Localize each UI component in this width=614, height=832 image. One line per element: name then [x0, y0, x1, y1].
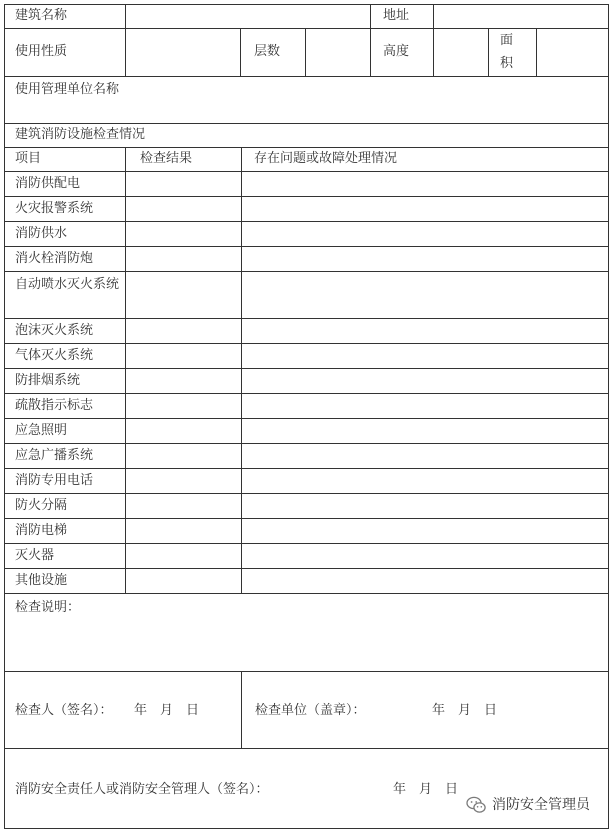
- area-label-line-1: 面: [500, 33, 514, 48]
- grid-line: [608, 4, 609, 829]
- grid-line: [241, 147, 242, 594]
- grid-line: [240, 28, 241, 77]
- grid-line: [4, 147, 609, 148]
- building-name-value[interactable]: [126, 4, 370, 28]
- watermark-text: 消防安全管理员: [492, 797, 590, 813]
- item-label: 应急照明: [15, 423, 68, 438]
- grid-line: [488, 28, 489, 77]
- item-label: 消防电梯: [15, 523, 68, 538]
- grid-line: [4, 368, 609, 369]
- grid-line: [4, 671, 609, 672]
- grid-line: [4, 593, 609, 594]
- grid-line: [4, 568, 609, 569]
- grid-line: [4, 828, 609, 829]
- item-label: 消防供水: [15, 226, 68, 241]
- responsible-person-date: 年 月 日: [393, 782, 459, 797]
- column-header-result: 检查结果: [140, 151, 193, 166]
- grid-line: [4, 493, 609, 494]
- grid-line: [125, 147, 126, 594]
- item-label: 灭火器: [15, 548, 55, 563]
- address-label: 地址: [383, 8, 410, 23]
- item-label: 防火分隔: [15, 498, 68, 513]
- inspector-signature-label: 检查人（签名）：: [15, 703, 113, 718]
- grid-line: [4, 393, 609, 394]
- item-label: 气体灭火系统: [15, 348, 94, 363]
- grid-line: [4, 748, 609, 749]
- grid-line: [4, 543, 609, 544]
- grid-line: [4, 221, 609, 222]
- grid-line: [241, 671, 242, 749]
- grid-line: [4, 443, 609, 444]
- grid-line: [4, 196, 609, 197]
- inspection-unit-label: 检查单位（盖章）：: [255, 703, 366, 718]
- item-label: 自动喷水灭火系统: [15, 277, 120, 292]
- grid-line: [305, 28, 306, 77]
- inspection-unit-date: 年 月 日: [432, 703, 498, 718]
- item-label: 疏散指示标志: [15, 398, 94, 413]
- column-header-issues: 存在问题或故障处理情况: [254, 151, 398, 166]
- column-header-item: 项目: [15, 151, 42, 166]
- item-label: 消防专用电话: [15, 473, 94, 488]
- grid-line: [4, 246, 609, 247]
- grid-line: [370, 4, 371, 77]
- floors-value[interactable]: [306, 28, 370, 76]
- grid-line: [4, 518, 609, 519]
- grid-line: [4, 123, 609, 124]
- item-label: 火灾报警系统: [15, 201, 94, 216]
- area-value[interactable]: [537, 28, 608, 76]
- watermark: [466, 794, 590, 816]
- responsible-person-label: 消防安全责任人或消防安全管理人（签名）：: [15, 782, 269, 797]
- unit-value[interactable]: [126, 77, 608, 123]
- height-label: 高度: [383, 44, 410, 59]
- unit-label: 使用管理单位名称: [15, 82, 120, 97]
- wechat-icon: [466, 796, 486, 814]
- grid-line: [4, 4, 5, 829]
- section-title: 建筑消防设施检查情况: [15, 127, 146, 142]
- grid-line: [4, 28, 609, 29]
- item-label: 其他设施: [15, 573, 68, 588]
- grid-line: [4, 418, 609, 419]
- grid-line: [433, 4, 434, 77]
- item-label: 消防供配电: [15, 176, 81, 191]
- floors-label: 层数: [254, 44, 281, 59]
- grid-line: [4, 171, 609, 172]
- grid-line: [4, 76, 609, 77]
- address-value[interactable]: [434, 4, 608, 28]
- grid-line: [4, 318, 609, 319]
- building-name-label: 建筑名称: [15, 8, 68, 23]
- grid-line: [4, 271, 609, 272]
- grid-line: [4, 468, 609, 469]
- item-label: 泡沫灭火系统: [15, 323, 94, 338]
- area-label-line-2: 积: [500, 56, 514, 71]
- grid-line: [4, 4, 609, 5]
- grid-line: [536, 28, 537, 77]
- notes-label: 检查说明：: [15, 600, 81, 615]
- usage-label: 使用性质: [15, 44, 68, 59]
- inspector-date: 年 月 日: [134, 703, 200, 718]
- item-label: 消火栓消防炮: [15, 251, 94, 266]
- usage-value[interactable]: [126, 28, 240, 76]
- grid-line: [4, 343, 609, 344]
- grid-line: [125, 4, 126, 77]
- item-label: 防排烟系统: [15, 373, 81, 388]
- notes-area[interactable]: [4, 620, 608, 670]
- item-label: 应急广播系统: [15, 448, 94, 463]
- height-value[interactable]: [434, 28, 488, 76]
